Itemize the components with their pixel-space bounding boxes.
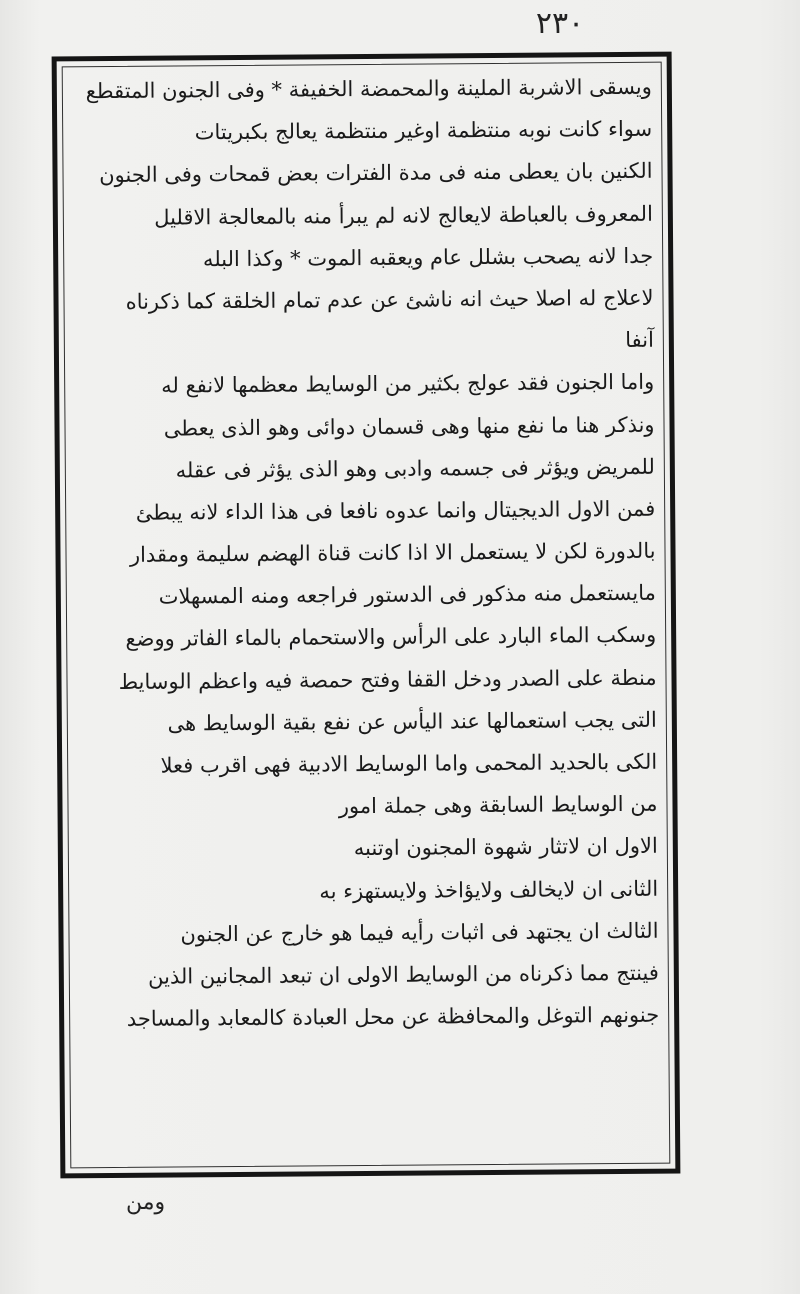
- text-line-1: ويسقى الاشربة الملينة والمحمضة الخفيفة * وفى الجنون المتقطع: [85, 74, 652, 104]
- text-line-7: آنفا: [625, 327, 654, 353]
- text-line-5: جدا لانه يصحب بشلل عام ويعقبه الموت * وكذا البله: [202, 243, 654, 272]
- text-line-13: مايستعمل منه مذكور فى الدستور فراجعه ومنه المسهلات: [158, 580, 656, 609]
- text-line-14: وسكب الماء البارد على الرأس والاستحمام بالماء الفاتر ووضع: [125, 623, 657, 652]
- text-line-2: سواء كانت نوبه منتظمة اوغير منتظمة يعالج بكبريتات: [194, 116, 653, 145]
- text-line-15: منطة على الصدر ودخل القفا وفتح حمصة فيه واعظم الوسايط: [118, 665, 657, 694]
- text-line-11: فمن الاول الديجيتال وانما عدوه نافعا فى هذا الداء لانه يبطئ: [135, 496, 656, 525]
- text-line-10: للمريض ويؤثر فى جسمه وادبى وهو الذى يؤثر فى عقله: [175, 454, 655, 483]
- text-line-22: فينتج مما ذكرناه من الوسايط الاولى ان تبعد المجانين الذين: [147, 960, 659, 989]
- text-line-18: من الوسايط السابقة وهى جملة امور: [338, 791, 658, 819]
- text-line-21: الثالث ان يجتهد فى اثبات رأيه فيما هو خارج عن الجنون: [180, 918, 659, 947]
- text-line-19: الاول ان لاتثار شهوة المجنون اوتنبه: [353, 834, 658, 861]
- text-line-3: الكنين بان يعطى منه فى مدة الفترات بعض قمحات وفى الجنون: [99, 159, 653, 188]
- text-line-9: ونذكر هنا ما نفع منها وهى قسمان دوائى وهو الذى يعطى: [163, 412, 655, 441]
- main-text-block: [68, 66, 665, 1163]
- text-line-6: لاعلاج له اصلا حيث انه ناشئ عن عدم تمام الخلقة كما ذكرناه: [125, 285, 654, 314]
- text-line-23: جنونهم التوغل والمحافظة عن محل العبادة كالمعابد والمساجد: [126, 1002, 660, 1032]
- text-line-4: المعروف بالعباطة لايعالج لانه لم يبرأ منه بالمعالجة الاقليل: [154, 201, 653, 230]
- page-number: ٢٣٠: [535, 6, 585, 41]
- text-line-16: التى يجب استعمالها عند اليأس عن نفع بقية الوسايط هى: [167, 707, 657, 736]
- catchword: ومن: [126, 1190, 166, 1215]
- text-line-17: الكى بالحديد المحمى واما الوسايط الادبية فهى اقرب فعلا: [160, 749, 658, 778]
- text-line-8: واما الجنون فقد عولج بكثير من الوسايط معظمها لانفع له: [161, 370, 655, 398]
- text-line-20: الثانى ان لايخالف ولايؤاخذ ولايستهزء به: [319, 876, 659, 903]
- text-line-12: بالدورة لكن لا يستعمل الا اذا كانت قناة الهضم سليمة ومقدار: [129, 538, 656, 567]
